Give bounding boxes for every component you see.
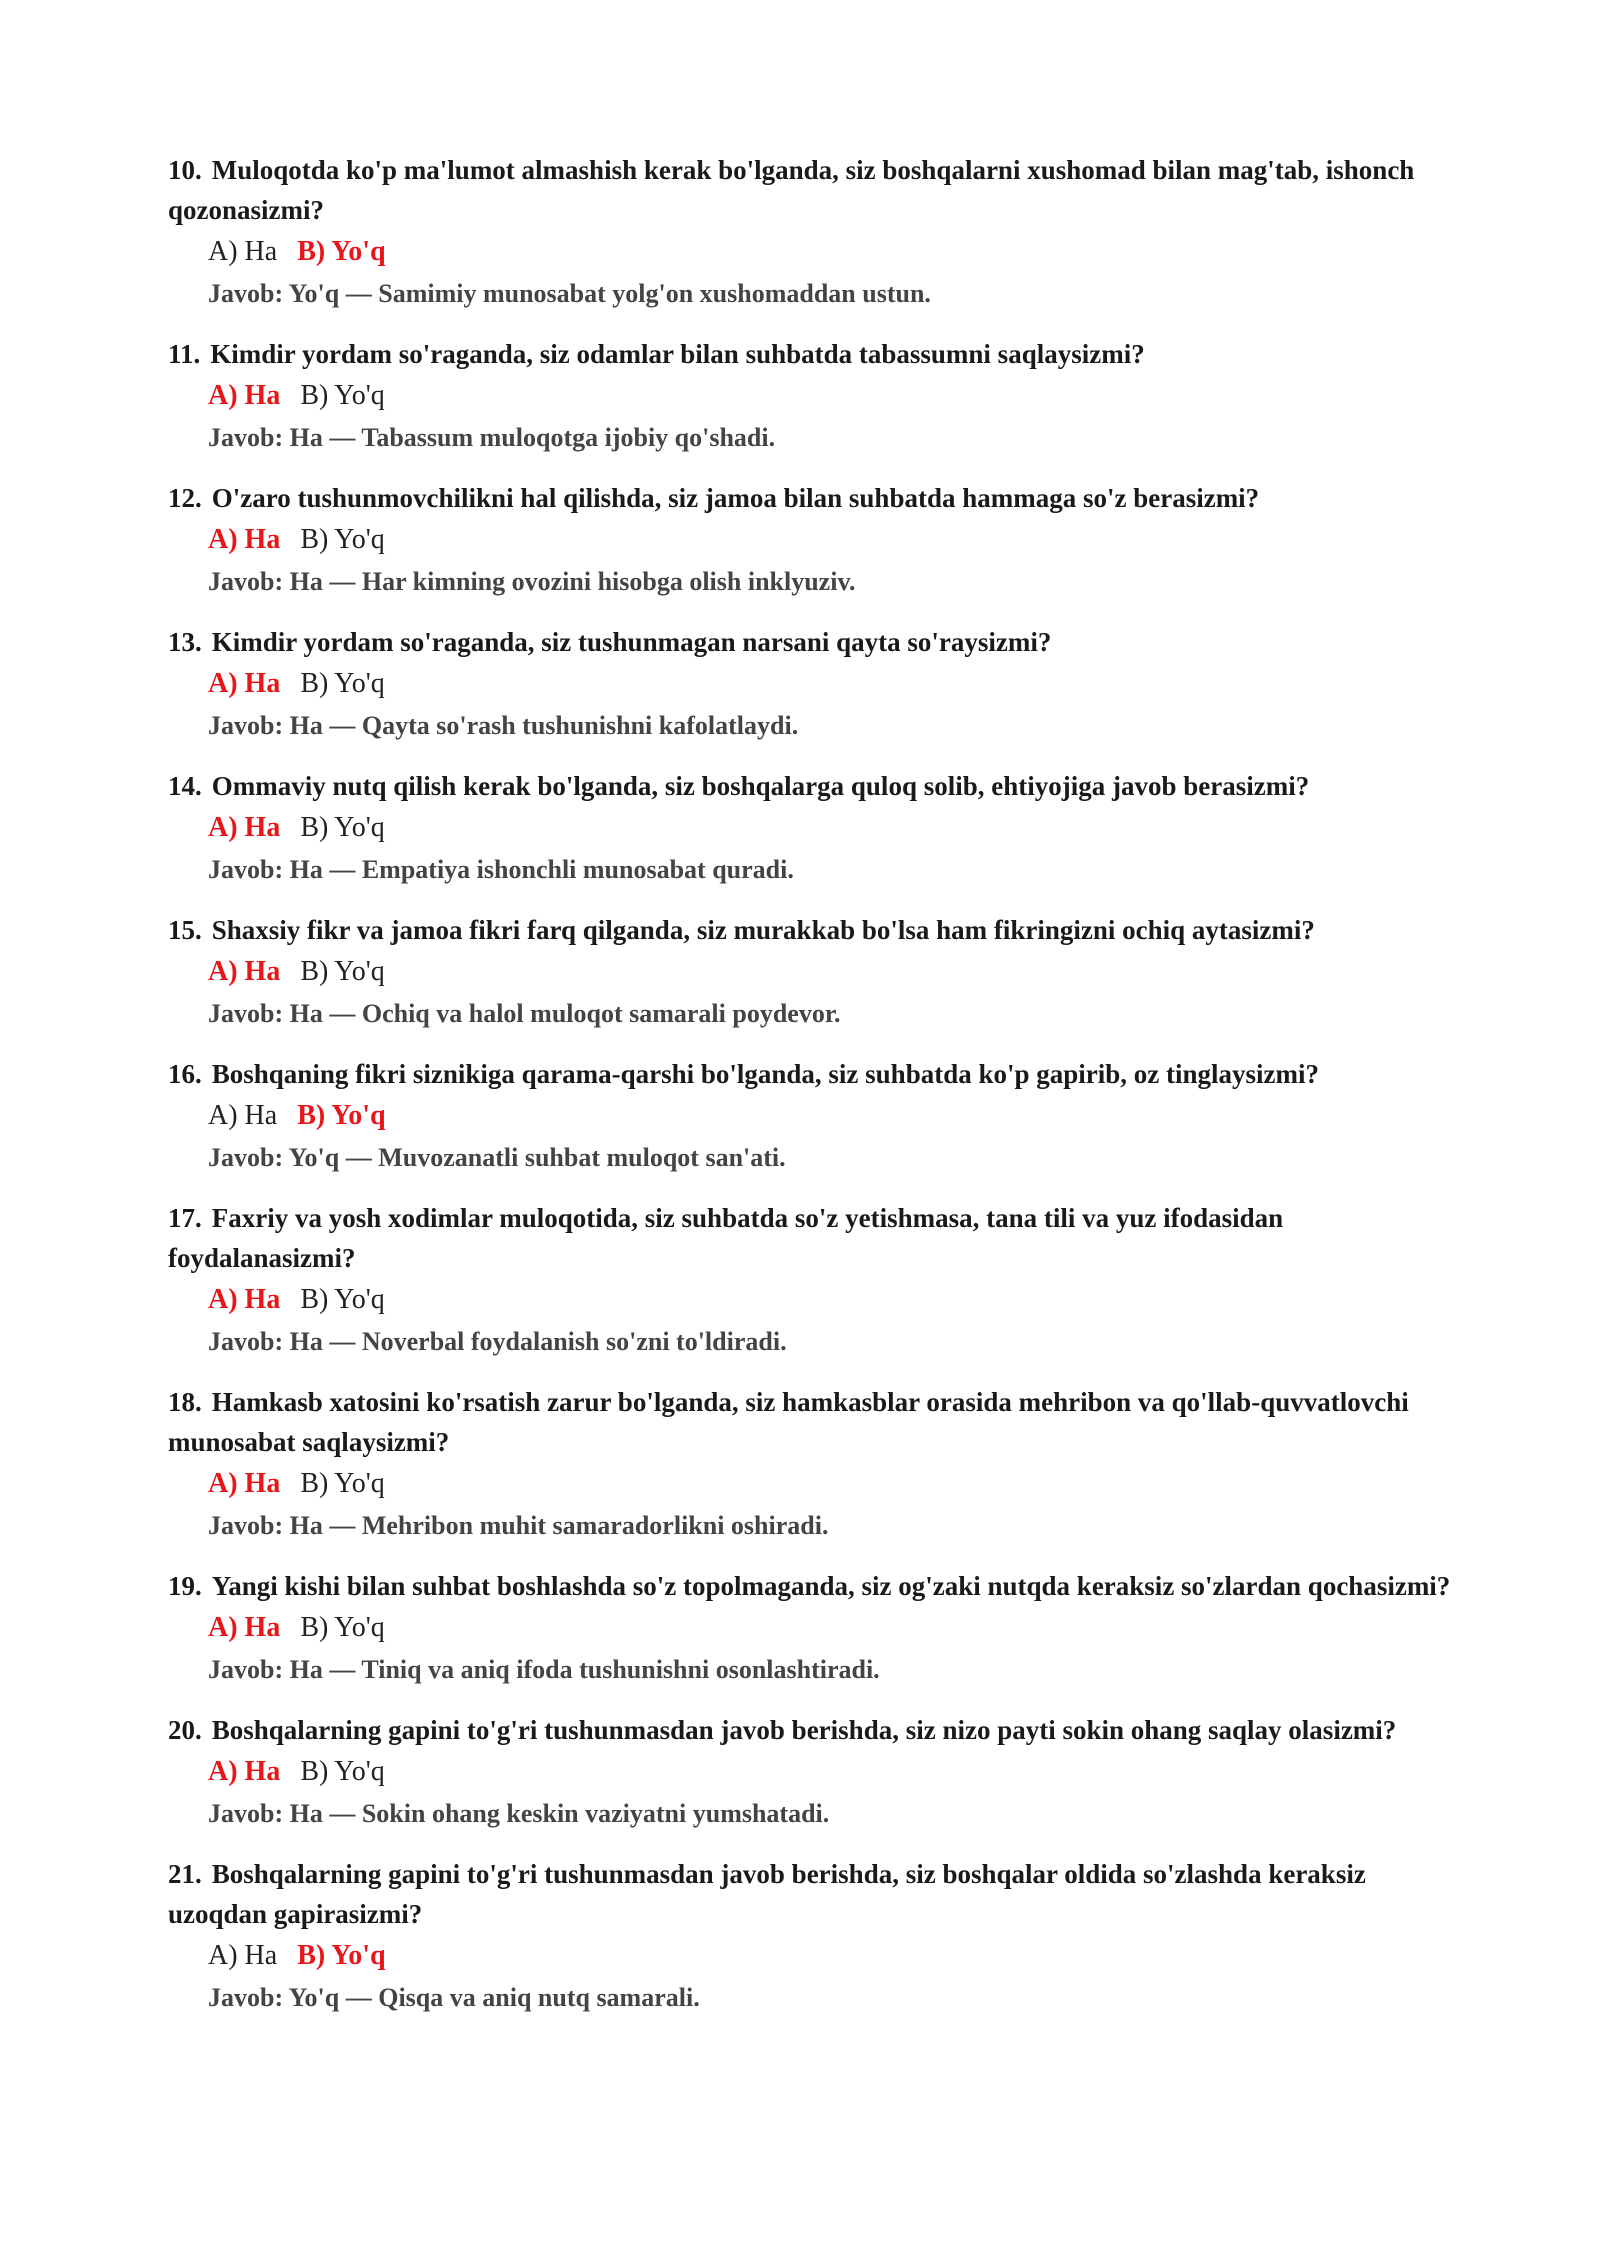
question-item [168,1198,1468,1362]
question-number: 10. [168,155,202,185]
question-body: Shaxsiy fikr va jamoa fikri farq qilganda, siz murakkab bo'lsa ham fikringizni ochiq aytasizmi? [211,915,1315,945]
question-number: 18. [168,1387,202,1417]
answer-explanation: Javob: Ha — Qayta so'rash tushunishni kafolatlaydi. [208,711,799,740]
question-text [168,334,1468,374]
question-number: 19. [168,1571,202,1601]
document-page [168,150,1468,2038]
question-text [168,1854,1468,1934]
question-number: 21. [168,1859,202,1889]
answer-explanation: Javob: Yo'q — Qisqa va aniq nutq samarali. [208,1983,700,2012]
question-number: 15. [168,915,202,945]
question-text [168,1198,1468,1278]
question-body: Faxriy va yosh xodimlar muloqotida, siz suhbatda so'z yetishmasa, tana tili va yuz ifodasidan foydalanasizmi? [168,1203,1284,1273]
option-b: B) Yo'q [300,812,385,843]
option-a: A) Ha [208,1612,281,1643]
option-a: A) Ha [208,1468,281,1499]
option-b: B) Yo'q [300,1756,385,1787]
question-item [168,1566,1468,1690]
option-b: B) Yo'q [300,1284,385,1315]
answer-explanation: Javob: Ha — Empatiya ishonchli munosabat quradi. [208,855,794,884]
answer-explanation: Javob: Ha — Sokin ohang keskin vaziyatni yumshatadi. [208,1799,830,1828]
option-b: B) Yo'q [297,1100,386,1131]
option-b: B) Yo'q [300,668,385,699]
answer-options [208,1606,1468,1650]
question-body: Muloqotda ko'p ma'lumot almashish kerak bo'lganda, siz boshqalarni xushomad bilan mag'tab, ishonch qozonasizmi? [168,155,1415,225]
question-number: 13. [168,627,202,657]
option-b: B) Yo'q [297,1940,386,1971]
option-a: A) Ha [208,380,281,411]
question-list [168,150,1468,2018]
question-body: Kimdir yordam so'raganda, siz tushunmagan narsani qayta so'raysizmi? [211,627,1052,657]
answer-options [208,230,1468,274]
option-b: B) Yo'q [300,1612,385,1643]
question-item [168,910,1468,1034]
answer-options [208,518,1468,562]
answer-explanation: Javob: Ha — Noverbal foydalanish so'zni to'ldiradi. [208,1327,787,1356]
question-item [168,1854,1468,2018]
question-text [168,1054,1468,1094]
option-a: A) Ha [208,812,281,843]
question-number: 16. [168,1059,202,1089]
answer-explanation: Javob: Ha — Har kimning ovozini hisobga olish inklyuziv. [208,567,856,596]
option-a: A) Ha [208,1100,278,1131]
question-text [168,478,1468,518]
option-a: A) Ha [208,524,281,555]
question-body: Boshqalarning gapini to'g'ri tushunmasdan javob berishda, siz boshqalar oldida so'zlashda keraksiz uzoqdan gapirasizmi? [168,1859,1366,1929]
answer-explanation: Javob: Yo'q — Muvozanatli suhbat muloqot san'ati. [208,1143,786,1172]
answer-options [208,1750,1468,1794]
answer-explanation: Javob: Ha — Mehribon muhit samaradorlikni oshiradi. [208,1511,829,1540]
option-a: A) Ha [208,956,281,987]
answer-explanation: Javob: Ha — Ochiq va halol muloqot samarali poydevor. [208,999,841,1028]
answer-explanation: Javob: Ha — Tabassum muloqotga ijobiy qo'shadi. [208,423,776,452]
answer-options [208,1278,1468,1322]
question-body: Boshqalarning gapini to'g'ri tushunmasdan javob berishda, siz nizo payti sokin ohang saqlay olasizmi? [211,1715,1397,1745]
question-body: Kimdir yordam so'raganda, siz odamlar bilan suhbatda tabassumni saqlaysizmi? [210,339,1145,369]
question-number: 20. [168,1715,202,1745]
question-body: Yangi kishi bilan suhbat boshlashda so'z topolmaganda, siz og'zaki nutqda keraksiz so'zlardan qochasizmi? [211,1571,1451,1601]
answer-explanation: Javob: Yo'q — Samimiy munosabat yolg'on xushomaddan ustun. [208,279,931,308]
question-item [168,1382,1468,1546]
question-item [168,1054,1468,1178]
option-b: B) Yo'q [297,236,386,267]
question-body: Ommaviy nutq qilish kerak bo'lganda, siz boshqalarga quloq solib, ehtiyojiga javob berasizmi? [211,771,1310,801]
question-number: 14. [168,771,202,801]
question-text [168,622,1468,662]
question-number: 11. [168,339,201,369]
question-body: Boshqaning fikri siznikiga qarama-qarshi bo'lganda, siz suhbatda ko'p gapirib, oz tinglaysizmi? [211,1059,1320,1089]
option-a: A) Ha [208,1940,278,1971]
answer-options [208,806,1468,850]
question-body: O'zaro tushunmovchilikni hal qilishda, siz jamoa bilan suhbatda hammaga so'z berasizmi? [211,483,1260,513]
question-item [168,766,1468,890]
question-text [168,766,1468,806]
option-a: A) Ha [208,1756,281,1787]
answer-options [208,1094,1468,1138]
question-item [168,334,1468,458]
question-text [168,150,1468,230]
answer-options [208,950,1468,994]
answer-options [208,374,1468,418]
question-body: Hamkasb xatosini ko'rsatish zarur bo'lganda, siz hamkasblar orasida mehribon va qo'llab-quvvatlovchi munosabat saqlaysizmi? [168,1387,1409,1457]
question-item [168,1710,1468,1834]
answer-options [208,662,1468,706]
question-item [168,478,1468,602]
question-item [168,150,1468,314]
option-a: A) Ha [208,1284,281,1315]
answer-options [208,1462,1468,1506]
option-b: B) Yo'q [300,1468,385,1499]
option-b: B) Yo'q [300,380,385,411]
question-text [168,910,1468,950]
question-text [168,1710,1468,1750]
question-text [168,1566,1468,1606]
question-text [168,1382,1468,1462]
question-number: 12. [168,483,202,513]
question-number: 17. [168,1203,202,1233]
option-b: B) Yo'q [300,956,385,987]
question-item [168,622,1468,746]
answer-options [208,1934,1468,1978]
answer-explanation: Javob: Ha — Tiniq va aniq ifoda tushunishni osonlashtiradi. [208,1655,880,1684]
option-a: A) Ha [208,668,281,699]
option-b: B) Yo'q [300,524,385,555]
option-a: A) Ha [208,236,278,267]
